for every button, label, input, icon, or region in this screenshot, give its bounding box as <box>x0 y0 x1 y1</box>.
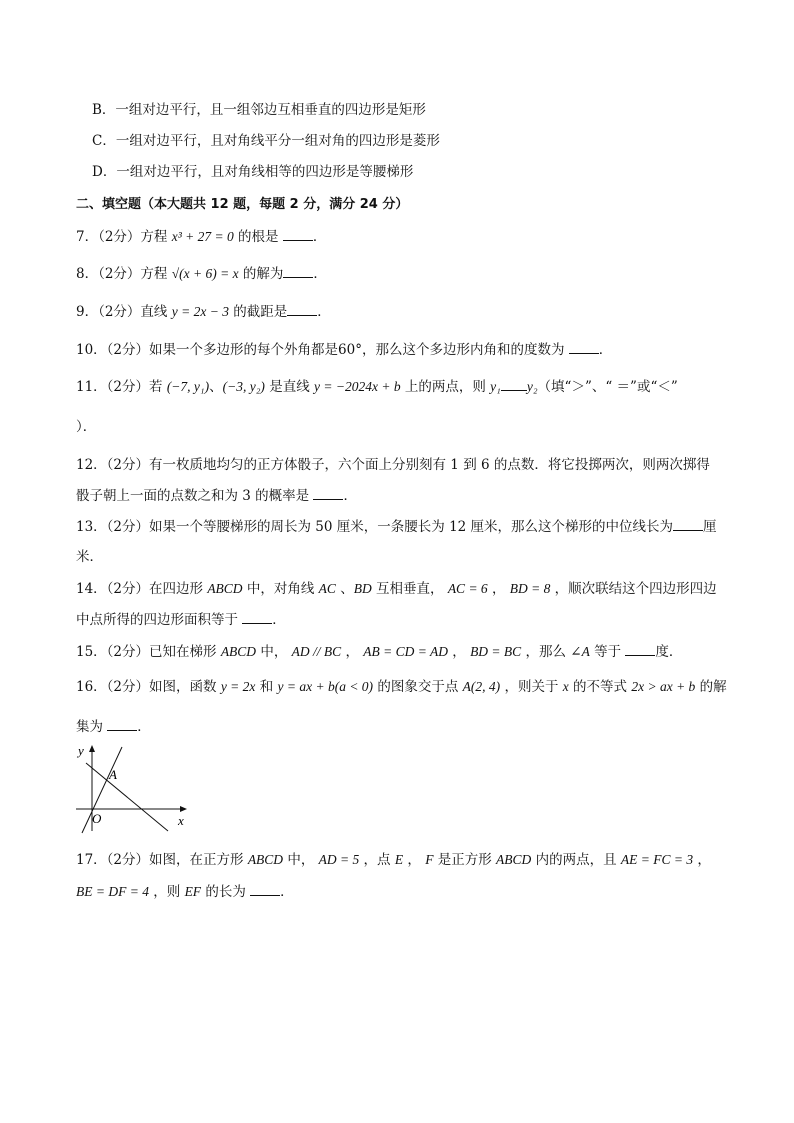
line-y-2x <box>82 747 122 833</box>
q16-func-2: y = ax + b(a < 0) <box>277 679 374 694</box>
q15-end: 度． <box>655 644 683 660</box>
q17-mid5: 内的两点，且 <box>531 852 621 868</box>
q11-mid2: 是直线 <box>264 379 314 395</box>
q8-equation: √(x + 6) = x <box>171 266 239 281</box>
q11-point-2: (−3, y₂) <box>222 379 265 394</box>
q15-bd-bc: BD = BC <box>470 644 522 659</box>
q12-answer-blank[interactable] <box>313 485 343 500</box>
q10-end: ． <box>598 342 613 358</box>
q15-post: 等于 <box>589 644 626 660</box>
q13-unit: 厘 <box>703 519 717 535</box>
q17-square: ABCD <box>247 852 284 867</box>
q9-equation: y = 2x − 3 <box>171 304 229 319</box>
section-title: 二、填空题（本大题共 12 题，每题 2 分，满分 24 分） <box>76 197 409 212</box>
q16-post: 的解 <box>695 679 727 695</box>
q14-quad: ABCD <box>207 581 243 596</box>
q9-post: 的截距是 <box>228 304 288 320</box>
q7-post: 的根是 <box>233 229 283 245</box>
q9-answer-blank[interactable] <box>287 301 317 316</box>
q13-line1-text: 13．（2分）如果一个等腰梯形的周长为 50 厘米，一条腰长为 12 厘米，那么这个梯形的中位线长为 <box>76 519 674 535</box>
question-8 <box>76 263 327 284</box>
q11-mid3: 上的两点，则 <box>400 379 491 395</box>
q16-mid2: 的图象交于点 <box>373 679 463 695</box>
q15-mid3: ， <box>447 644 471 660</box>
q17-square-2: ABCD <box>496 852 532 867</box>
q14-end: ． <box>272 612 286 628</box>
q11-point-1: (−7, y₁) <box>166 379 210 394</box>
q16-var: x <box>562 679 569 694</box>
q10-text: 10．（2分）如果一个多边形的每个外角都是60°，那么这个多边形内角和的度数为 <box>76 342 569 358</box>
q14-bd-value: BD = 8 <box>509 581 551 596</box>
q15-answer-blank[interactable] <box>625 641 655 656</box>
q11-y1: y₁ <box>490 379 501 394</box>
q17-point-f: F <box>425 852 434 867</box>
question-12: 12．（2分）有一枚质地均匀的正方体骰子，六个面上分别刻有 1 到 6 的点数．将它投掷两次，则两次掷得 <box>76 457 710 473</box>
q11-pre: 11．（2分）若 <box>76 379 167 395</box>
q15-mid2: ， <box>341 644 364 660</box>
question-14-line2 <box>76 609 286 630</box>
q17-point-e: E <box>394 852 404 867</box>
q12-line2-text: 骰子朝上一面的点数之和为 3 的概率是 <box>76 488 314 504</box>
q17-mid1: 中， <box>283 852 319 868</box>
q8-pre: 8．（2分）方程 <box>76 266 172 282</box>
q14-ac-value: AC = 6 <box>447 581 488 596</box>
q13-answer-blank[interactable] <box>673 516 703 531</box>
q16-point: A(2, 4) <box>462 679 501 694</box>
q16-mid3: ，则关于 <box>500 679 563 695</box>
q10-answer-blank[interactable] <box>569 339 599 354</box>
q17-ae-fc: AE = FC = 3 <box>620 852 694 867</box>
q14-bd: BD <box>353 581 372 596</box>
q17-mid3: ， <box>403 852 426 868</box>
q17-end: ． <box>280 884 294 900</box>
y-axis-arrow <box>89 745 95 752</box>
q14-answer-blank[interactable] <box>242 609 272 624</box>
question-17 <box>76 850 711 870</box>
q17-side: AD = 5 <box>318 852 360 867</box>
q16-inequality: 2x > ax + b <box>631 679 696 694</box>
q7-equation: x³ + 27 = 0 <box>171 229 234 244</box>
q17-mid4: 是正方形 <box>433 852 497 868</box>
question-17-line2 <box>76 881 294 902</box>
question-9 <box>76 301 331 322</box>
q8-end: ． <box>313 266 327 282</box>
question-13 <box>76 516 717 537</box>
x-axis-arrow <box>180 806 187 812</box>
question-11 <box>76 376 678 397</box>
q15-equal-sides: AB = CD = AD <box>363 644 448 659</box>
graph-x-label: x <box>178 813 184 828</box>
q14-mid2: 、 <box>335 581 354 597</box>
q9-pre: 9．（2分）直线 <box>76 304 172 320</box>
q11-y2: y₂ <box>526 379 538 394</box>
question-11-line2: ）． <box>76 419 97 435</box>
q17-pre: 17．（2分）如图，在正方形 <box>76 852 248 868</box>
graph-y-label: y <box>78 743 84 758</box>
q17-mid7: ，则 <box>148 884 185 900</box>
q14-post: ，顺次联结这个四边形四边 <box>550 581 717 597</box>
choice-d: D．一组对边平行，且对角线相等的四边形是等腰梯形 <box>92 164 414 180</box>
q17-ef: EF <box>184 884 202 899</box>
question-15 <box>76 641 682 662</box>
q14-pre: 14．（2分）在四边形 <box>76 581 208 597</box>
q17-answer-blank[interactable] <box>250 881 280 896</box>
q11-mid1: 、 <box>209 379 223 395</box>
graph-origin-label: O <box>92 811 102 826</box>
q15-mid4: ，那么 <box>521 644 571 660</box>
q17-post: ， <box>693 852 711 868</box>
q12-end: ． <box>343 488 357 504</box>
q15-mid1: 中， <box>256 644 292 660</box>
q15-trap: ABCD <box>220 644 257 659</box>
graph-point-a-label: A <box>109 767 117 782</box>
q16-mid4: 的不等式 <box>568 679 632 695</box>
q11-answer-blank[interactable] <box>501 376 527 391</box>
q8-answer-blank[interactable] <box>283 263 313 278</box>
q16-pre: 16．（2分）如图，函数 <box>76 679 221 695</box>
choice-b: B．一组对边平行，且一组邻边互相垂直的四边形是矩形 <box>92 102 426 118</box>
q14-mid4: ， <box>487 581 510 597</box>
q14-mid1: 中，对角线 <box>242 581 319 597</box>
q16-end: ． <box>137 719 151 735</box>
q14-ac: AC <box>318 581 336 596</box>
q7-answer-blank[interactable] <box>283 226 313 241</box>
q16-function-graph <box>74 743 192 835</box>
q17-be-df: BE = DF = 4 <box>76 884 149 899</box>
question-10 <box>76 339 612 360</box>
q17-mid2: ，点 <box>359 852 395 868</box>
question-16 <box>76 677 727 697</box>
q8-post: 的解为 <box>238 266 284 282</box>
q16-line2-text: 集为 <box>76 719 108 735</box>
q11-post: （填“＞”、“ ＝”或“＜” <box>537 379 678 395</box>
q14-line2-text: 中点所得的四边形面积等于 <box>76 612 243 628</box>
q17-mid8: 的长为 <box>201 884 251 900</box>
q11-line: y = −2024x + b <box>314 379 401 394</box>
q7-end: ． <box>312 229 327 245</box>
q9-end: ． <box>317 304 331 320</box>
q15-pre: 15．（2分）已知在梯形 <box>76 644 221 660</box>
choice-c: C．一组对边平行，且对角线平分一组对角的四边形是菱形 <box>92 133 440 149</box>
q14-mid3: 互相垂直， <box>371 581 448 597</box>
q16-func-1: y = 2x <box>220 679 256 694</box>
q15-angle: ∠A <box>570 644 590 659</box>
question-12-line2 <box>76 485 357 506</box>
question-14 <box>76 579 717 599</box>
q16-answer-blank[interactable] <box>107 716 137 731</box>
question-13-line2: 米． <box>76 549 103 565</box>
question-7 <box>76 226 326 247</box>
question-16-line2 <box>76 716 151 737</box>
q16-mid1: 和 <box>255 679 278 695</box>
q7-pre: 7．（2分）方程 <box>76 229 172 245</box>
q15-parallel: AD // BC <box>291 644 342 659</box>
